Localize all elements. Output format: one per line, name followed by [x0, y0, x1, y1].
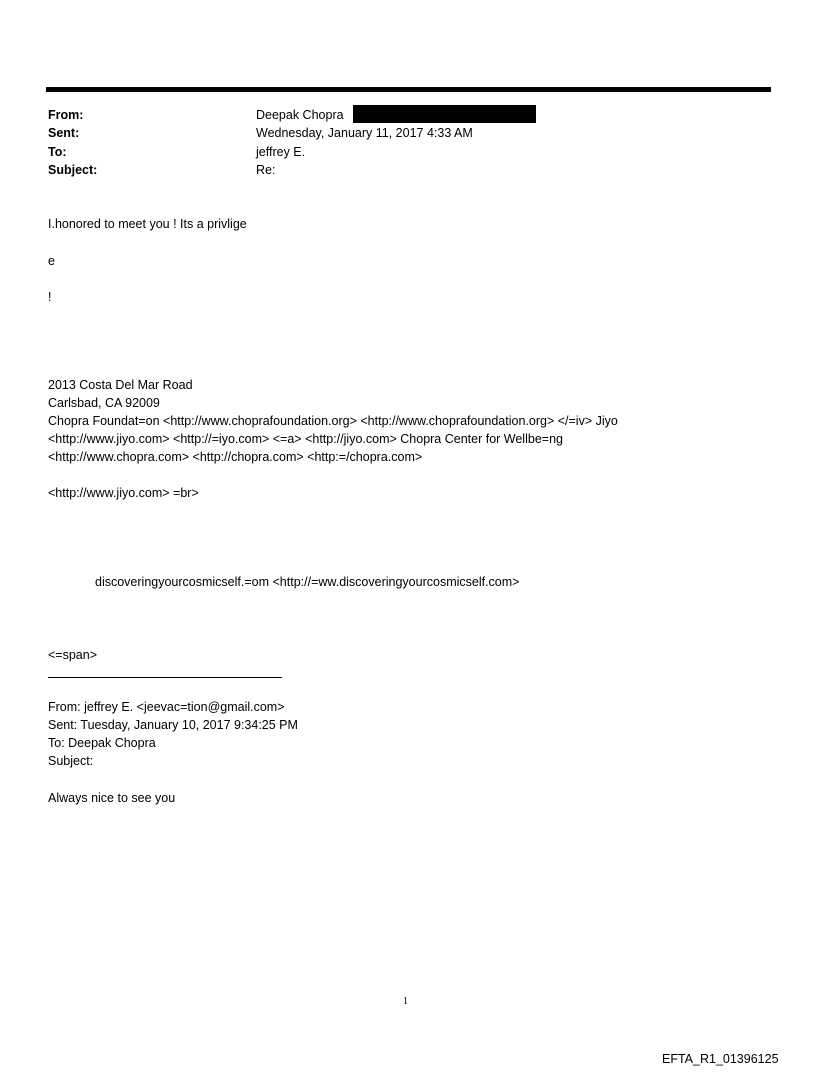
signature-cosmic-link: discoveringyourcosmicself.=om <http://=ww.discoveringyourcosmicself.com> — [95, 575, 520, 589]
document-id: EFTA_R1_01396125 — [662, 1052, 779, 1066]
signature-links: <http://www.chopra.com> <http://chopra.com> <http:=/chopra.com> — [48, 450, 423, 464]
page-number: 1 — [403, 996, 408, 1007]
signature-address-city: Carlsbad, CA 92009 — [48, 396, 160, 410]
signature-links: <http://www.jiyo.com> <http://=iyo.com> <=a> <http://jiyo.com> Chopra Center for Wellbe=ng — [48, 432, 563, 446]
message-line: I.honored to meet you ! Its a privlige — [48, 217, 247, 231]
quoted-to: To: Deepak Chopra — [48, 736, 156, 750]
header-rule — [46, 87, 771, 92]
signature-jiyo-link: <http://www.jiyo.com> =br> — [48, 486, 199, 500]
quoted-message: Always nice to see you — [48, 791, 176, 805]
from-value: Deepak Chopra — [256, 108, 344, 122]
span-artifact: <=span> — [48, 648, 98, 662]
sent-label: Sent: — [48, 126, 80, 140]
sent-value: Wednesday, January 11, 2017 4:33 AM — [256, 126, 473, 140]
to-value: jeffrey E. — [256, 145, 306, 159]
signature-links: Chopra Foundat=on <http://www.choprafoundation.org> <http://www.choprafoundation.org> </=iv> Jiyo — [48, 414, 618, 428]
subject-label: Subject: — [48, 163, 98, 177]
signature-address-street: 2013 Costa Del Mar Road — [48, 378, 193, 392]
quoted-from: From: jeffrey E. <jeevac=tion@gmail.com> — [48, 700, 285, 714]
quoted-sent: Sent: Tuesday, January 10, 2017 9:34:25 PM — [48, 718, 298, 732]
to-label: To: — [48, 145, 67, 159]
quoted-subject: Subject: — [48, 754, 94, 768]
message-line: ! — [48, 290, 52, 304]
message-line: e — [48, 254, 55, 268]
redaction-box — [353, 105, 536, 123]
subject-value: Re: — [256, 163, 276, 177]
quote-separator — [48, 677, 282, 678]
from-label: From: — [48, 108, 84, 122]
